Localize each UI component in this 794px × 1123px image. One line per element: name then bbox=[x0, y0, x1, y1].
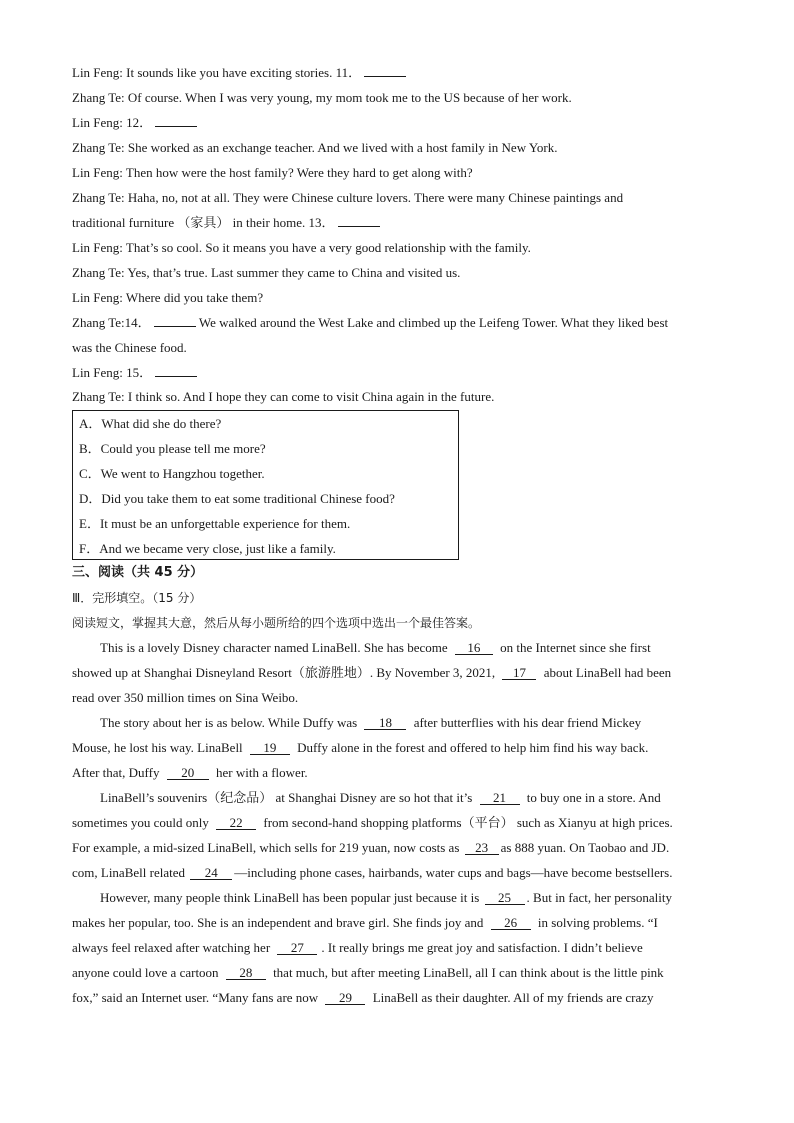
dialogue-line bbox=[72, 65, 406, 81]
passage-text: after butterflies with his dear friend Mickey bbox=[410, 715, 642, 730]
section-title: 三、阅读（共 45 分） bbox=[72, 565, 204, 580]
options-box bbox=[72, 410, 459, 560]
passage-text: Duffy alone in the forest and offered to help him find his way back. bbox=[293, 740, 649, 755]
dialogue-line bbox=[72, 315, 668, 331]
cloze-blank-20[interactable]: 20 bbox=[167, 766, 209, 780]
dialogue-text: Lin Feng: 15． bbox=[72, 365, 153, 380]
cloze-blank-19[interactable]: 19 bbox=[250, 741, 290, 755]
passage-text: fox,” said an Internet user. “Many fans are now bbox=[72, 990, 322, 1005]
option-c: C．We went to Hangzhou together. bbox=[79, 466, 265, 481]
passage-text: makes her popular, too. She is an independent and brave girl. She finds joy and bbox=[72, 915, 487, 930]
dialogue-text: Zhang Te: Yes, that’s true. Last summer they came to China and visited us. bbox=[72, 265, 461, 280]
passage-line bbox=[72, 690, 298, 706]
passage-line bbox=[72, 940, 643, 956]
option-e: E．It must be an unforgettable experience for them. bbox=[79, 516, 351, 531]
passage-text: LinaBell’s souvenirs（纪念品） at Shanghai Disney are so hot that it’s bbox=[100, 790, 476, 805]
cloze-blank-16[interactable]: 16 bbox=[455, 641, 493, 655]
dialogue-text: Zhang Te: She worked as an exchange teacher. And we lived with a host family in New York. bbox=[72, 140, 558, 155]
dialogue-line bbox=[72, 265, 460, 281]
dialogue-text: Lin Feng: Then how were the host family? Were they hard to get along with? bbox=[72, 165, 473, 180]
passage-line bbox=[100, 715, 641, 731]
dialogue-text: Zhang Te:14． bbox=[72, 315, 151, 330]
passage-line bbox=[72, 815, 673, 831]
passage-text: showed up at Shanghai Disneyland Resort（旅游胜地）. By November 3, 2021, bbox=[72, 665, 499, 680]
dialogue-line bbox=[72, 115, 197, 131]
answer-blank-12[interactable] bbox=[155, 126, 197, 127]
dialogue-line bbox=[72, 215, 380, 231]
dialogue-line bbox=[72, 140, 558, 156]
dialogue-text: Lin Feng: 12． bbox=[72, 115, 153, 130]
passage-text: Mouse, he lost his way. LinaBell bbox=[72, 740, 246, 755]
passage-text: LinaBell as their daughter. All of my friends are crazy bbox=[369, 990, 654, 1005]
dialogue-line bbox=[72, 365, 197, 381]
dialogue-text: traditional furniture （家具） in their home. 13． bbox=[72, 215, 335, 230]
dialogue-text: Zhang Te: I think so. And I hope they can come to visit China again in the future. bbox=[72, 389, 495, 404]
passage-line bbox=[100, 890, 672, 906]
passage-text: that much, but after meeting LinaBell, all I can think about is the little pink bbox=[269, 965, 664, 980]
cloze-blank-29[interactable]: 29 bbox=[325, 991, 365, 1005]
answer-blank-15[interactable] bbox=[155, 376, 197, 377]
passage-line bbox=[72, 765, 308, 781]
passage-text: on the Internet since she first bbox=[496, 640, 651, 655]
passage-text: read over 350 million times on Sina Weibo. bbox=[72, 690, 299, 705]
passage-text: as 888 yuan. On Taobao and JD. bbox=[500, 840, 670, 855]
dialogue-text: Lin Feng: It sounds like you have exciting stories. 11． bbox=[72, 65, 362, 80]
passage-line bbox=[72, 965, 664, 981]
passage-line bbox=[72, 665, 671, 681]
dialogue-text: We walked around the West Lake and climbed up the Leifeng Tower. What they liked best bbox=[195, 315, 669, 330]
passage-text: always feel relaxed after watching her bbox=[72, 940, 274, 955]
passage-line bbox=[72, 915, 658, 931]
passage-line bbox=[72, 865, 673, 881]
dialogue-text: was the Chinese food. bbox=[72, 340, 187, 355]
cloze-blank-21[interactable]: 21 bbox=[480, 791, 520, 805]
passage-text: This is a lovely Disney character named LinaBell. She has become bbox=[100, 640, 451, 655]
passage-text: After that, Duffy bbox=[72, 765, 163, 780]
cloze-blank-27[interactable]: 27 bbox=[277, 941, 317, 955]
dialogue-line bbox=[72, 389, 494, 405]
dialogue-text: Lin Feng: That’s so cool. So it means you have a very good relationship with the family. bbox=[72, 240, 531, 255]
passage-text: —including phone cases, hairbands, water cups and bags—have become bestsellers. bbox=[234, 865, 673, 880]
passage-text: to buy one in a store. And bbox=[523, 790, 661, 805]
passage-line bbox=[72, 840, 669, 856]
cloze-blank-24[interactable]: 24 bbox=[190, 866, 232, 880]
passage-text: However, many people think LinaBell has been popular just because it is bbox=[100, 890, 483, 905]
passage-line bbox=[100, 790, 661, 806]
option-f: F．And we became very close, just like a family. bbox=[79, 541, 336, 556]
instruction-text: 阅读短文，掌握其大意，然后从每小题所给的四个选项中选出一个最佳答案。 bbox=[72, 616, 481, 630]
dialogue-line bbox=[72, 90, 572, 106]
option-d: D．Did you take them to eat some traditional Chinese food? bbox=[79, 491, 395, 506]
passage-text: For example, a mid-sized LinaBell, which sells for 219 yuan, now costs as bbox=[72, 840, 463, 855]
cloze-blank-28[interactable]: 28 bbox=[226, 966, 266, 980]
passage-text: in solving problems. “I bbox=[534, 915, 658, 930]
answer-blank-14[interactable] bbox=[154, 326, 196, 327]
option-a: A．What did she do there? bbox=[79, 416, 222, 431]
sub-title: Ⅲ．完形填空。（15 分） bbox=[72, 591, 202, 605]
option-b: B．Could you please tell me more? bbox=[79, 441, 266, 456]
passage-line bbox=[100, 640, 651, 656]
answer-blank-11[interactable] bbox=[364, 76, 406, 77]
cloze-blank-22[interactable]: 22 bbox=[216, 816, 256, 830]
dialogue-line bbox=[72, 340, 187, 356]
passage-text: from second-hand shopping platforms（平台） such as Xianyu at high prices. bbox=[260, 815, 673, 830]
dialogue-line bbox=[72, 165, 473, 181]
passage-line bbox=[72, 990, 654, 1006]
passage-text: her with a flower. bbox=[212, 765, 308, 780]
passage-line bbox=[72, 740, 648, 756]
passage-text: The story about her is as below. While Duffy was bbox=[100, 715, 361, 730]
passage-text: . But in fact, her personality bbox=[526, 890, 673, 905]
dialogue-line bbox=[72, 240, 531, 256]
dialogue-text: Zhang Te: Of course. When I was very young, my mom took me to the US because of her work. bbox=[72, 90, 572, 105]
dialogue-text: Lin Feng: Where did you take them? bbox=[72, 290, 264, 305]
passage-text: com, LinaBell related bbox=[72, 865, 189, 880]
dialogue-line bbox=[72, 190, 623, 206]
dialogue-text: Zhang Te: Haha, no, not at all. They were Chinese culture lovers. There were many Chinese paintings and bbox=[72, 190, 624, 205]
cloze-blank-18[interactable]: 18 bbox=[364, 716, 406, 730]
dialogue-line bbox=[72, 290, 263, 306]
passage-text: . It really brings me great joy and satisfaction. I didn’t believe bbox=[321, 940, 643, 955]
passage-text: about LinaBell had been bbox=[540, 665, 672, 680]
cloze-blank-25[interactable]: 25 bbox=[485, 891, 525, 905]
cloze-blank-26[interactable]: 26 bbox=[491, 916, 531, 930]
passage-text: sometimes you could only bbox=[72, 815, 213, 830]
cloze-blank-17[interactable]: 17 bbox=[502, 666, 536, 680]
answer-blank-13[interactable] bbox=[338, 226, 380, 227]
cloze-blank-23[interactable]: 23 bbox=[465, 841, 499, 855]
passage-text: anyone could love a cartoon bbox=[72, 965, 222, 980]
